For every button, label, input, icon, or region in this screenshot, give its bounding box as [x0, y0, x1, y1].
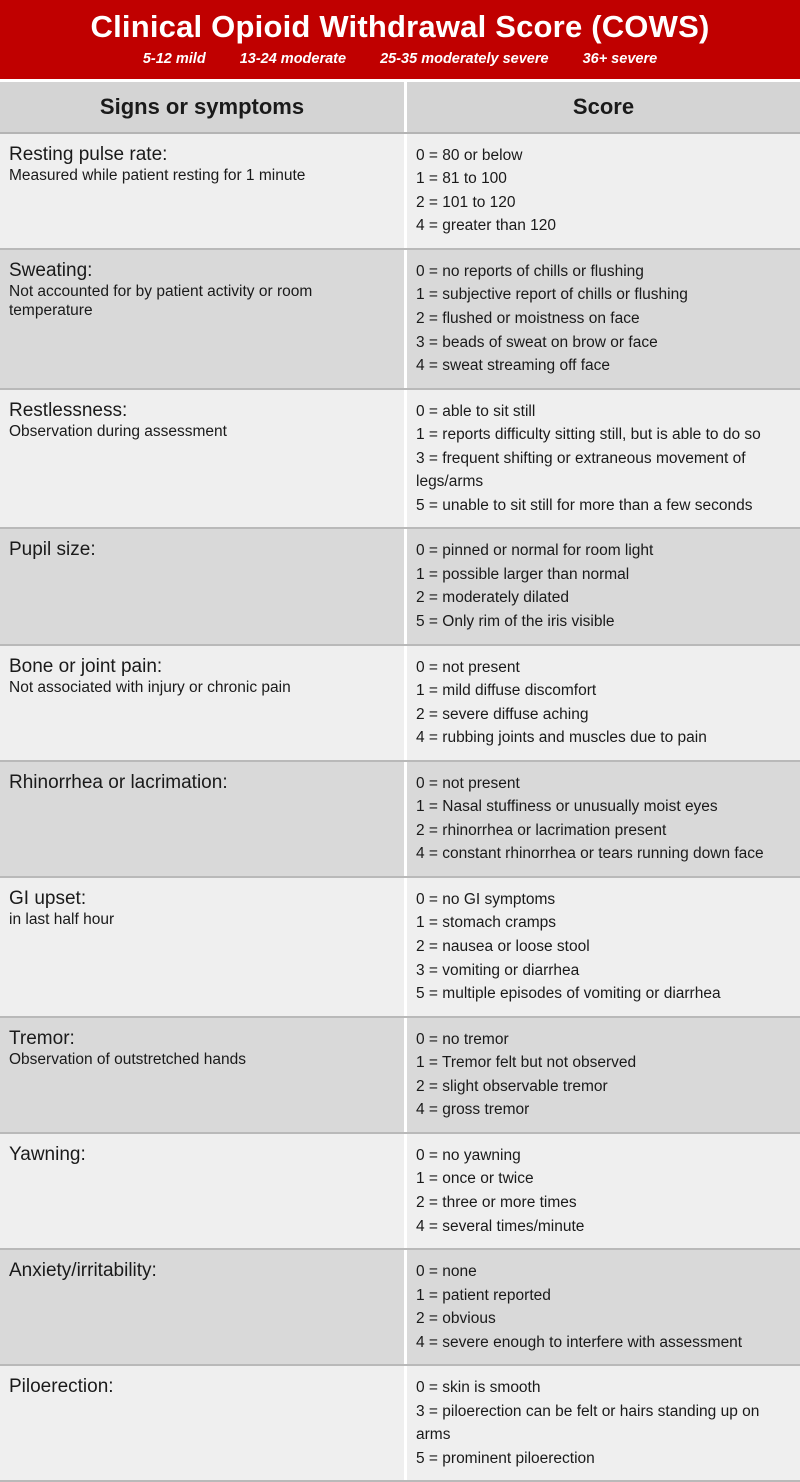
table-row [0, 134, 800, 250]
score-option: 2 = rhinorrhea or lacrimation present [416, 821, 667, 839]
cell-score [407, 646, 800, 760]
score-option: 2 = three or more times [416, 1193, 577, 1211]
score-option: 4 = several times/minute [416, 1217, 585, 1235]
severity-legend [0, 51, 800, 69]
score-option: 4 = gross tremor [416, 1101, 530, 1119]
cell-sign [0, 1366, 407, 1480]
score-option: 0 = not present [416, 658, 520, 676]
score-option: 2 = obvious [416, 1310, 496, 1328]
score-option: 0 = pinned or normal for room light [416, 542, 654, 560]
sign-title: Piloerection: [9, 1376, 114, 1398]
table-row [0, 529, 800, 645]
table-header-row [0, 82, 800, 134]
cell-score [407, 250, 800, 388]
score-option: 4 = greater than 120 [416, 217, 557, 235]
score-option: 2 = slight observable tremor [416, 1077, 608, 1095]
sign-title: Yawning: [9, 1143, 86, 1165]
cell-sign [0, 1250, 407, 1364]
score-option: 0 = able to sit still [416, 402, 536, 420]
score-option: 4 = constant rhinorrhea or tears running down face [416, 845, 764, 863]
score-option: 2 = flushed or moistness on face [416, 310, 640, 327]
document-header [0, 0, 800, 79]
sign-title: Restlessness: [9, 399, 128, 421]
page-title: Clinical Opioid Withdrawal Score (COWS) [90, 9, 710, 44]
cell-sign [0, 1018, 407, 1132]
sign-title: Rhinorrhea or lacrimation: [9, 771, 228, 793]
cell-score [407, 390, 800, 528]
cell-score [407, 1134, 800, 1248]
score-option: 5 = unable to sit still for more than a few seconds [416, 496, 753, 514]
score-option: 1 = stomach cramps [416, 914, 556, 932]
score-option: 1 = Tremor felt but not observed [416, 1054, 637, 1072]
score-option: 4 = sweat streaming off face [416, 357, 610, 375]
score-option: 1 = patient reported [416, 1286, 551, 1304]
cell-score [407, 1018, 800, 1132]
table-row [0, 878, 800, 1018]
sign-description: Observation of outstretched hands [9, 1051, 246, 1069]
score-option: 4 = severe enough to interfere with assessment [416, 1333, 743, 1351]
score-option: 2 = 101 to 120 [416, 193, 516, 211]
cell-score [407, 1250, 800, 1364]
sign-title: Resting pulse rate: [9, 143, 168, 165]
score-option: 3 = frequent shifting or extraneous movement of legs/arms [416, 449, 746, 491]
sign-title: GI upset: [9, 887, 87, 909]
score-option: 0 = 80 or below [416, 146, 523, 164]
cell-sign [0, 250, 407, 388]
sign-title: Sweating: [9, 259, 93, 281]
cell-score [407, 529, 800, 643]
table-row [0, 390, 800, 530]
score-option: 5 = Only rim of the iris visible [416, 613, 615, 631]
score-option: 0 = no tremor [416, 1030, 509, 1048]
legend-item-mild: 5-12 mild [142, 50, 206, 67]
score-option: 3 = vomiting or diarrhea [416, 961, 580, 979]
table-row [0, 1366, 800, 1482]
sign-title: Tremor: [9, 1027, 75, 1049]
sign-description: Not accounted for by patient activity or room temperature [9, 283, 313, 320]
table-row [0, 1018, 800, 1134]
legend-item-moderate: 13-24 moderate [239, 50, 347, 67]
cell-score [407, 1366, 800, 1480]
score-option: 5 = prominent piloerection [416, 1449, 595, 1467]
score-option: 1 = Nasal stuffiness or unusually moist eyes [416, 798, 718, 816]
cell-score [407, 134, 800, 248]
legend-item-severe: 36+ severe [582, 50, 658, 67]
table-row [0, 1134, 800, 1250]
cell-score [407, 762, 800, 876]
sign-description: Observation during assessment [9, 423, 227, 441]
table-body [0, 134, 800, 1482]
score-option: 5 = multiple episodes of vomiting or diarrhea [416, 985, 721, 1003]
table-row [0, 762, 800, 878]
score-option: 4 = rubbing joints and muscles due to pain [416, 729, 707, 747]
score-option: 1 = reports difficulty sitting still, but is able to do so [416, 426, 761, 444]
cell-sign [0, 134, 407, 248]
sign-description: Not associated with injury or chronic pain [9, 678, 291, 696]
cows-table [0, 79, 800, 1482]
sign-title: Pupil size: [9, 539, 96, 561]
sign-title: Bone or joint pain: [9, 655, 163, 677]
score-option: 2 = moderately dilated [416, 589, 569, 607]
table-row [0, 646, 800, 762]
score-option: 0 = none [416, 1263, 477, 1281]
score-option: 1 = mild diffuse discomfort [416, 682, 597, 700]
score-option: 1 = subjective report of chills or flushing [416, 286, 688, 304]
score-option: 2 = severe diffuse aching [416, 705, 589, 723]
table-row [0, 250, 800, 390]
cell-sign [0, 529, 407, 643]
table-row [0, 1250, 800, 1366]
column-header-score: Score [572, 93, 635, 119]
score-option: 3 = beads of sweat on brow or face [416, 333, 658, 351]
legend-item-moderately-severe: 25-35 moderately severe [380, 50, 549, 67]
score-option: 2 = nausea or loose stool [416, 938, 590, 956]
sign-description: Measured while patient resting for 1 minute [9, 167, 306, 185]
cell-sign [0, 878, 407, 1016]
sign-description: in last half hour [9, 911, 115, 929]
score-option: 0 = skin is smooth [416, 1379, 541, 1397]
score-option: 0 = no GI symptoms [416, 890, 556, 908]
score-option: 3 = piloerection can be felt or hairs standing up on arms [416, 1402, 760, 1444]
score-option: 0 = no reports of chills or flushing [416, 262, 644, 280]
cell-sign [0, 646, 407, 760]
cell-sign [0, 390, 407, 528]
cell-sign [0, 1134, 407, 1248]
cell-score [407, 878, 800, 1016]
cell-sign [0, 762, 407, 876]
score-option: 1 = possible larger than normal [416, 565, 630, 583]
score-option: 0 = no yawning [416, 1146, 521, 1164]
column-header-signs: Signs or symptoms [0, 82, 407, 132]
sign-title: Anxiety/irritability: [9, 1260, 157, 1282]
score-option: 1 = 81 to 100 [416, 170, 507, 188]
score-option: 1 = once or twice [416, 1170, 534, 1188]
score-option: 0 = not present [416, 774, 520, 792]
